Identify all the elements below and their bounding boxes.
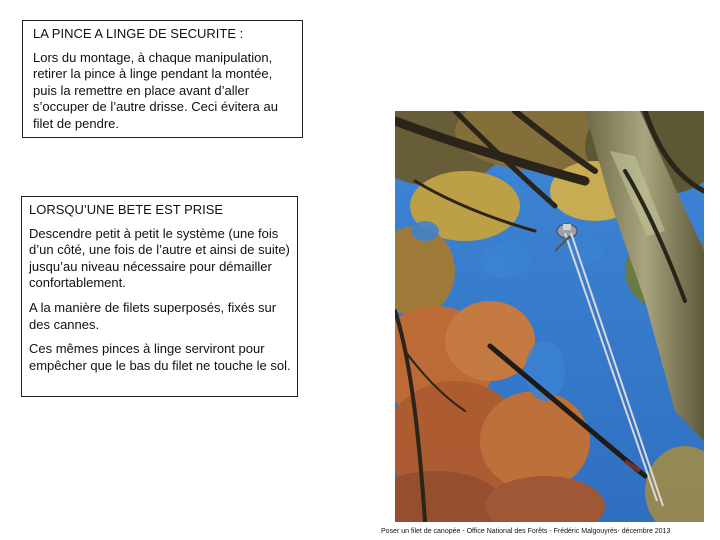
- bete-prise-paragraph-3: Ces mêmes pinces à linge serviront pour empêcher que le bas du filet ne touche le sol.: [29, 341, 291, 373]
- bete-prise-text-box: [21, 196, 298, 397]
- bete-prise-paragraph-1: Descendre petit à petit le système (une fois d’un côté, une fois de l’autre et ainsi de suite) jusqu’au niveau nécessaire pour démailler confortablement.: [29, 225, 290, 291]
- bete-prise-heading: LORSQU’UNE BETE EST PRISE: [29, 202, 224, 217]
- bete-prise-paragraph-2: A la manière de filets superposés, fixés sur des cannes.: [29, 299, 277, 332]
- securite-paragraph: Lors du montage, à chaque manipulation, retirer la pince à linge pendant la montée, puis la remettre en place avant d’aller s’occuper de l’autre drisse. Ceci évitera au filet de pendre.: [33, 49, 278, 131]
- securite-heading: LA PINCE A LINGE DE SECURITE :: [33, 26, 244, 41]
- footer-caption: Poser un filet de canopée - Office National des Forêts - Frédéric Malgouyrès- décembre 2013: [381, 528, 671, 535]
- tree-canopy-photo: [395, 111, 704, 522]
- tree-canopy-image: [395, 111, 704, 522]
- securite-text-box: [22, 20, 303, 138]
